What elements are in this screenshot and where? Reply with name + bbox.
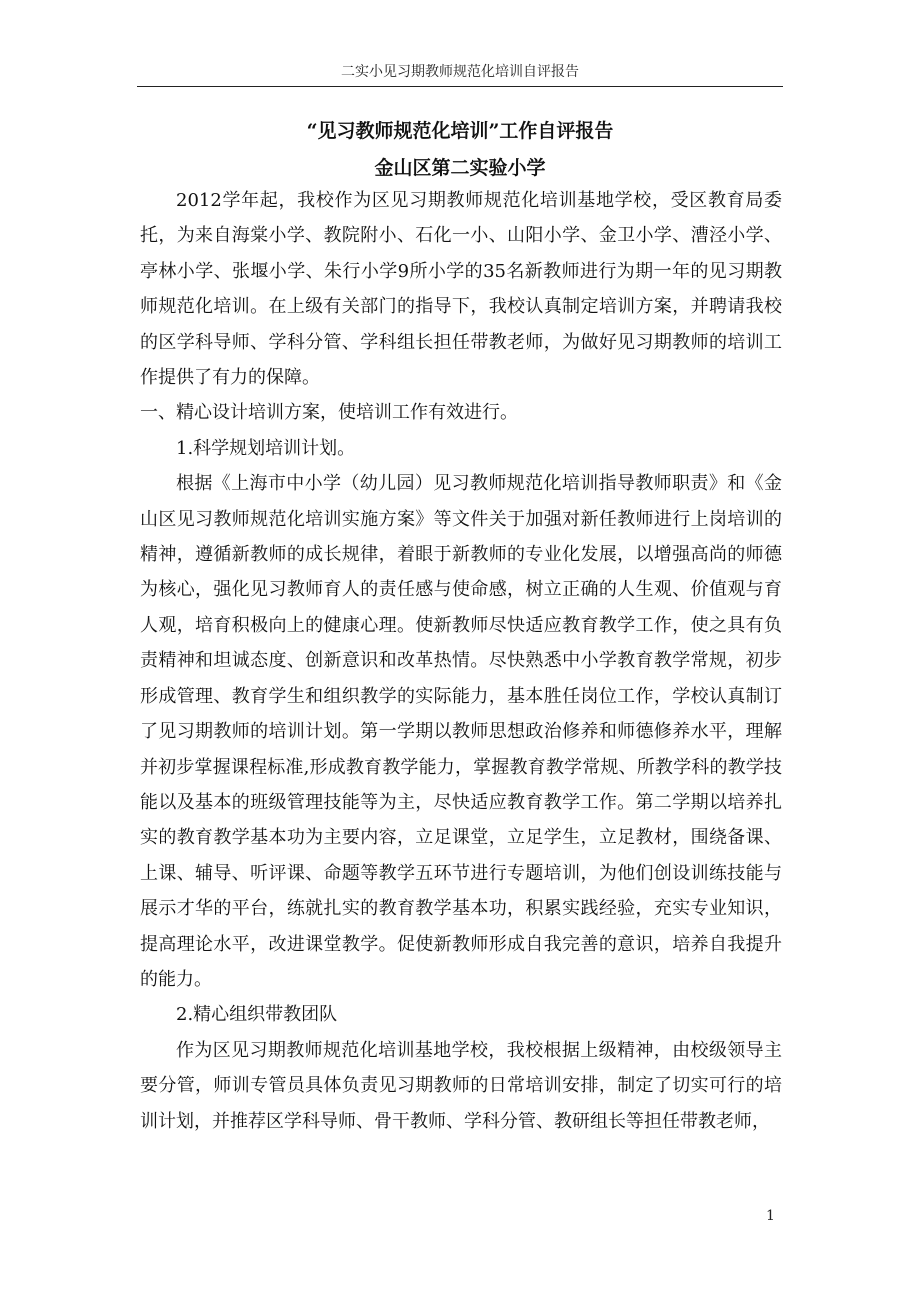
running-header-title: 二实小见习期教师规范化培训自评报告	[341, 64, 579, 80]
document-body	[140, 183, 782, 1139]
section-heading-1: 一、精心设计培训方案，使培训工作有效进行。	[140, 402, 518, 424]
subsection-heading-1: 1.科学规划培训计划。	[176, 437, 356, 459]
running-header	[137, 62, 783, 87]
subsection-heading-2: 2.精心组织带教团队	[176, 1004, 338, 1026]
page-number: 1	[766, 1208, 775, 1224]
document-title: “见习教师规范化培训”工作自评报告	[306, 120, 614, 142]
paragraph-plan: 根据《上海市中小学（幼儿园）见习教师规范化培训指导教师职责》和《金山区见习教师规范化培训实施方案》等文件关于加强对新任教师进行上岗培训的精神，遵循新教师的成长规律，着眼于新教师的专业化发展，以增强高尚的师德为核心，强化见习教师育人的责任感与使命感，树立正确的人生观、价值观与育人观，培育积极向上的健康心理。使新教师尽快适应教育教学工作，使之具有负责精神和坦诚态度、创新意识和改革热情。尽快熟悉中小学教育教学常规，初步形成管理、教育学生和组织教学的实际能力，基本胜任岗位工作，学校认真制订了见习期教师的培训计划。第一学期以教师思想政治修养和师德修养水平，理解并初步掌握课程标准,形成教育教学能力，掌握教育教学常规、所教学科的教学技能以及基本的班级管理技能等为主，尽快适应教育教学工作。第二学期以培养扎实的教育教学基本功为主要内容，立足课堂，立足学生，立足教材，围绕备课、上课、辅导、听评课、命题等教学五环节进行专题培训，为他们创设训练技能与展示才华的平台，练就扎实的教育教学基本功，积累实践经验，充实专业知识，提高理论水平，改进课堂教学。促使新教师形成自我完善的意识，培养自我提升的能力。	[140, 473, 782, 990]
document-subtitle: 金山区第二实验小学	[374, 157, 546, 179]
paragraph-intro: 2012学年起，我校作为区见习期教师规范化培训基地学校，受区教育局委托，为来自海棠小学、教院附小、石化一小、山阳小学、金卫小学、漕泾小学、亭林小学、张堰小学、朱行小学9所小学的35名新教师进行为期一年的见习期教师规范化培训。在上级有关部门的指导下，我校认真制定培训方案，并聘请我校的区学科导师、学科分管、学科组长担任带教老师，为做好见习期教师的培训工作提供了有力的保障。	[140, 190, 782, 389]
paragraph-team: 作为区见习期教师规范化培训基地学校，我校根据上级精神，由校级领导主要分管，师训专管员具体负责见习期教师的日常培训安排，制定了切实可行的培训计划，并推荐区学科导师、骨干教师、学科分管、教研组长等担任带教老师，	[140, 1039, 782, 1132]
